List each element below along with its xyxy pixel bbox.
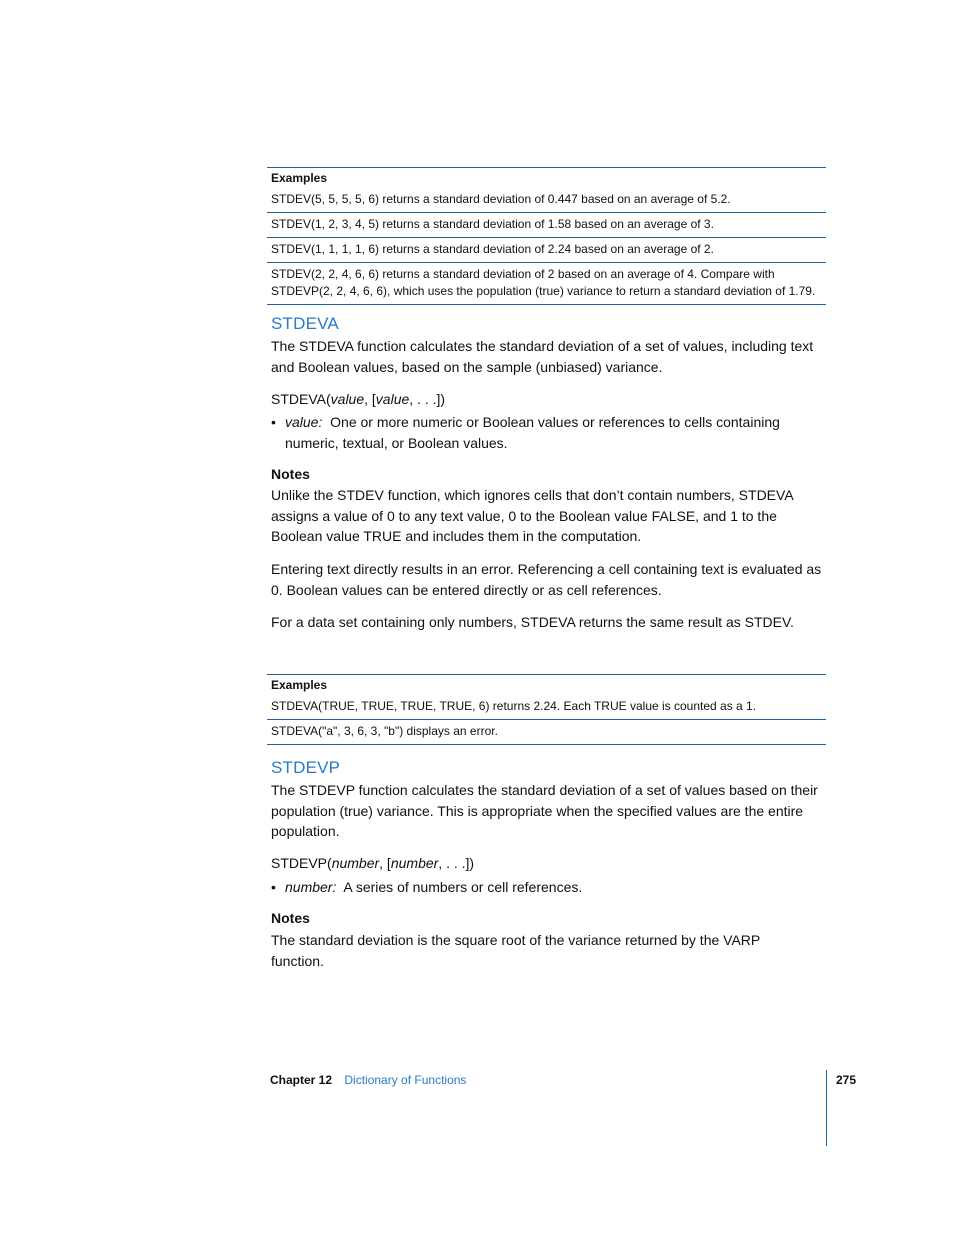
examples-heading: Examples (271, 171, 328, 185)
example-row: STDEV(5, 5, 5, 5, 6) returns a standard deviation of 0.447 based on an average of 5.2. (267, 188, 826, 213)
bullet-icon: • (271, 879, 276, 895)
stdevp-syntax (271, 853, 474, 873)
stdevp-notes-heading: Notes (271, 910, 310, 926)
examples-heading: Examples (271, 678, 328, 692)
stdeva-notes-heading: Notes (271, 466, 310, 482)
stdevp-note: The standard deviation is the square root of the variance returned by the VARP function. (271, 932, 760, 969)
example-row: STDEVA("a", 3, 6, 3, "b") displays an error. (267, 720, 826, 745)
syntax-rest: , . . .]) (438, 855, 475, 871)
stdevp-heading: STDEVP (271, 758, 341, 777)
stdeva-argument-item (271, 412, 827, 454)
argument-name: value: (285, 414, 323, 430)
syntax-paren: ( (327, 855, 332, 871)
stdeva-intro: The STDEVA function calculates the standard deviation of a set of values, including text and Boolean values, based on the sample (unbiased) variance. (271, 338, 814, 375)
stdeva-note: Entering text directly results in an error. Referencing a cell containing text is evaluated as 0. Boolean values can be entered directly or as cell references. (271, 561, 822, 598)
example-row: STDEV(1, 2, 3, 4, 5) returns a standard deviation of 1.58 based on an average of 3. (267, 213, 826, 238)
argument-description: One or more numeric or Boolean values or references to cells containing numeric, textual, or Boolean values. (285, 414, 780, 451)
footer-divider (826, 1070, 827, 1146)
syntax-rest: , . . .]) (409, 391, 446, 407)
stdev-examples-table (267, 167, 826, 305)
stdeva-note: Unlike the STDEV function, which ignores cells that don’t contain numbers, STDEVA assigns a value of 0 to any text value, 0 to the Boolean value FALSE, and 1 to the Boolean value TRUE and includes them in the computation. (271, 487, 793, 544)
example-row: STDEVA(TRUE, TRUE, TRUE, TRUE, 6) returns 2.24. Each TRUE value is counted as a 1. (267, 695, 826, 720)
stdeva-syntax (271, 389, 445, 409)
page-footer (270, 1073, 466, 1087)
argument-description: A series of numbers or cell references. (343, 879, 583, 895)
stdeva-examples-table (267, 674, 826, 745)
stdevp-intro: The STDEVP function calculates the standard deviation of a set of values based on their population (true) variance. This is appropriate when the specified values are the entire population. (271, 782, 818, 839)
syntax-arg: number (390, 855, 439, 871)
syntax-arg: value (375, 391, 410, 407)
stdevp-argument-item (271, 877, 827, 899)
syntax-arg: number (331, 855, 380, 871)
argument-name: number: (285, 879, 337, 895)
syntax-separator: , [ (364, 391, 376, 407)
footer-section-link[interactable]: Dictionary of Functions (344, 1073, 467, 1087)
page-number: 275 (836, 1073, 857, 1087)
syntax-paren: ( (325, 391, 331, 407)
syntax-function-name: STDEVP (271, 855, 328, 871)
syntax-arg: value (330, 391, 365, 407)
example-row: STDEV(1, 1, 1, 1, 6) returns a standard deviation of 2.24 based on an average of 2. (267, 238, 826, 263)
example-row: STDEV(2, 2, 4, 6, 6) returns a standard deviation of 2 based on an average of 4. Compare with STDEVP(2, 2, 4, 6, 6), which uses the population (true) variance to return a standard deviation of 1.79. (267, 263, 826, 305)
stdeva-note: For a data set containing only numbers, STDEVA returns the same result as STDEV. (271, 614, 794, 630)
stdeva-heading: STDEVA (271, 314, 339, 333)
bullet-icon: • (271, 414, 276, 430)
syntax-function-name: STDEVA (271, 391, 326, 407)
syntax-separator: , [ (379, 855, 391, 871)
footer-chapter: Chapter 12 (270, 1073, 333, 1087)
